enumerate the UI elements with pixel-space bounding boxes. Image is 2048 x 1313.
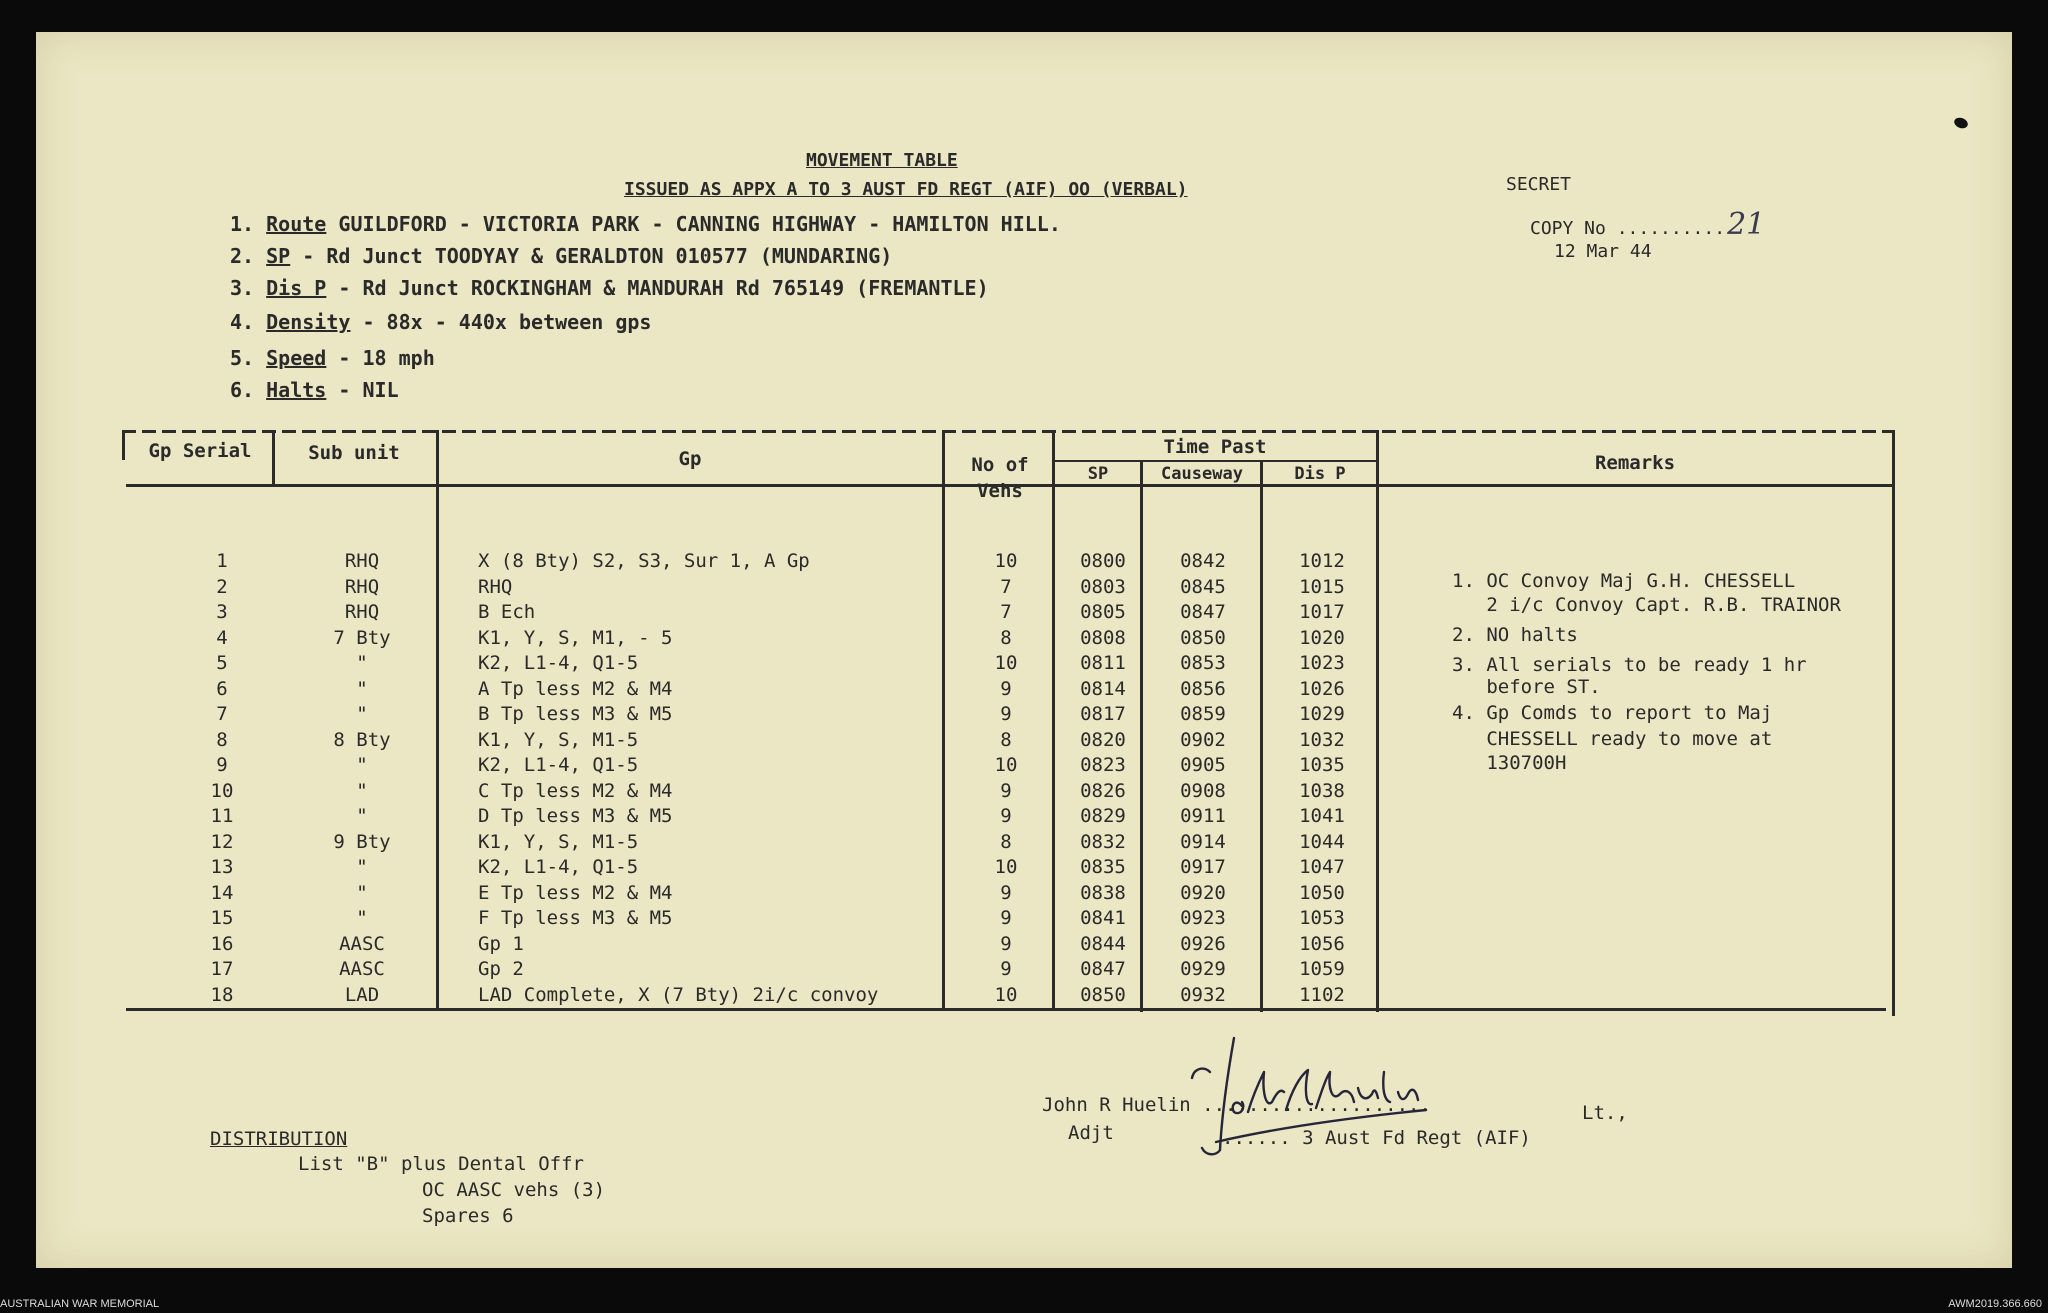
point-dis-p <box>230 276 989 300</box>
cell-sub-unit: AASC <box>339 958 385 980</box>
cell-time-sp: 0805 <box>1080 601 1126 623</box>
cell-sub-unit: RHQ <box>344 601 380 623</box>
signatory-appointment: Adjt <box>1068 1122 1114 1144</box>
cell-sub-unit: " <box>356 703 368 725</box>
cell-time-dis-p: 1102 <box>1299 983 1345 1006</box>
cell-gp: F Tp less M3 & M5 <box>478 907 673 929</box>
cell-time-sp: 0835 <box>1080 856 1126 878</box>
cell-time-causeway: 0905 <box>1180 754 1226 776</box>
cell-gp: K2, L1-4, Q1-5 <box>478 652 639 674</box>
cell-time-dis-p: 1047 <box>1299 856 1345 878</box>
point-sp <box>230 244 892 268</box>
cell-no-of-vehs: 9 <box>1000 805 1012 827</box>
cell-time-dis-p: 1026 <box>1299 677 1345 700</box>
point-number: 2. <box>230 244 255 268</box>
cell-time-causeway: 0902 <box>1180 728 1226 751</box>
cell-time-dis-p: 1023 <box>1299 652 1345 674</box>
col-divider <box>1260 460 1263 1012</box>
cell-no-of-vehs: 9 <box>1000 958 1012 980</box>
point-label: Halts <box>266 378 327 402</box>
col-divider <box>436 430 439 1008</box>
cell-time-sp: 0814 <box>1080 677 1126 700</box>
point-text: - Rd Junct ROCKINGHAM & MANDURAH Rd 765149 (FREMANTLE) <box>326 276 989 300</box>
cell-gp-serial: 1 <box>216 550 228 572</box>
point-halts <box>230 378 399 402</box>
cell-sub-unit: 8 Bty <box>333 728 391 751</box>
cell-time-causeway: 0847 <box>1180 601 1226 623</box>
point-text: - 18 mph <box>326 346 435 370</box>
cell-time-causeway: 0911 <box>1180 805 1226 827</box>
cell-gp-serial: 14 <box>210 881 234 904</box>
cell-gp-serial: 15 <box>210 907 234 929</box>
cell-time-sp: 0841 <box>1080 907 1126 929</box>
cell-time-causeway: 0920 <box>1180 881 1226 904</box>
cell-sub-unit: 9 Bty <box>333 830 391 853</box>
document-date: 12 Mar 44 <box>1554 241 1652 262</box>
cell-no-of-vehs: 7 <box>1000 601 1012 623</box>
cell-sub-unit: " <box>356 907 368 929</box>
table-top-rule <box>122 430 1894 433</box>
cell-sub-unit: LAD <box>344 983 380 1006</box>
remark-line: 2. NO halts <box>1452 624 1578 646</box>
copy-label: COPY No .......... <box>1530 218 1726 239</box>
cell-sub-unit: RHQ <box>344 550 380 572</box>
document-subtitle: ISSUED AS APPX A TO 3 AUST FD REGT (AIF) OO (VERBAL) <box>624 179 1188 200</box>
cell-gp: A Tp less M2 & M4 <box>478 677 673 700</box>
cell-sub-unit: " <box>356 754 368 776</box>
cell-time-causeway: 0932 <box>1180 983 1226 1006</box>
cell-time-causeway: 0856 <box>1180 677 1226 700</box>
cell-gp-serial: 10 <box>210 779 234 802</box>
movement-table <box>122 430 1894 1048</box>
point-route <box>230 212 1061 236</box>
cell-gp: K1, Y, S, M1-5 <box>478 830 639 853</box>
cell-time-sp: 0826 <box>1080 779 1126 802</box>
cell-time-causeway: 0850 <box>1180 626 1226 649</box>
cell-gp: Gp 1 <box>478 932 524 955</box>
cell-time-causeway: 0853 <box>1180 652 1226 674</box>
cell-gp-serial: 4 <box>216 626 228 649</box>
cell-gp-serial: 2 <box>216 575 228 598</box>
cell-time-sp: 0847 <box>1080 958 1126 980</box>
point-number: 1. <box>230 212 255 236</box>
cell-gp: E Tp less M2 & M4 <box>478 881 673 904</box>
point-text: - Rd Junct TOODYAY & GERALDTON 010577 (MUNDARING) <box>290 244 893 268</box>
remark-line: 2 i/c Convoy Capt. R.B. TRAINOR <box>1452 594 1841 616</box>
time-past-rule <box>1052 460 1376 462</box>
cell-gp: Gp 2 <box>478 958 524 980</box>
point-number: 4. <box>230 310 255 334</box>
cell-gp: RHQ <box>478 575 513 598</box>
cell-time-dis-p: 1041 <box>1299 805 1345 827</box>
cell-no-of-vehs: 10 <box>994 652 1018 674</box>
cell-time-dis-p: 1053 <box>1299 907 1345 929</box>
cell-time-dis-p: 1038 <box>1299 779 1345 802</box>
cell-gp-serial: 18 <box>210 983 234 1006</box>
cell-gp: K1, Y, S, M1, - 5 <box>478 626 673 649</box>
cell-no-of-vehs: 9 <box>1000 932 1012 955</box>
cell-time-causeway: 0908 <box>1180 779 1226 802</box>
cell-time-dis-p: 1044 <box>1299 830 1345 853</box>
cell-time-sp: 0811 <box>1080 652 1126 674</box>
point-label: Route <box>266 212 327 236</box>
header-dis-p: Dis P <box>1294 464 1346 484</box>
cell-time-dis-p: 1059 <box>1299 958 1345 980</box>
cell-gp: D Tp less M3 & M5 <box>478 805 673 827</box>
cell-sub-unit: " <box>356 856 368 878</box>
signatory-rank: Lt., <box>1582 1102 1628 1124</box>
cell-gp: K1, Y, S, M1-5 <box>478 728 639 751</box>
cell-time-dis-p: 1020 <box>1299 626 1345 649</box>
cell-time-sp: 0829 <box>1080 805 1126 827</box>
cell-no-of-vehs: 8 <box>1000 728 1012 751</box>
header-sub-unit: Sub unit <box>308 442 400 464</box>
cell-time-dis-p: 1056 <box>1299 932 1345 955</box>
cell-no-of-vehs: 9 <box>1000 907 1012 929</box>
cell-gp-serial: 3 <box>216 601 228 623</box>
copy-number-line <box>1530 207 1765 242</box>
header-sp: SP <box>1087 464 1109 484</box>
footer-institution: AUSTRALIAN WAR MEMORIAL <box>0 1298 160 1310</box>
cell-time-sp: 0803 <box>1080 575 1126 598</box>
cell-no-of-vehs: 10 <box>994 983 1018 1006</box>
cell-time-sp: 0808 <box>1080 626 1126 649</box>
cell-time-causeway: 0923 <box>1180 907 1226 929</box>
remark-line: 1. OC Convoy Maj G.H. CHESSELL <box>1452 570 1796 592</box>
cell-time-sp: 0817 <box>1080 703 1126 725</box>
header-no-of-vehs: No of Vehs <box>971 454 1029 502</box>
col-divider <box>942 430 945 1008</box>
cell-time-dis-p: 1035 <box>1299 754 1345 776</box>
cell-gp: LAD Complete, X (7 Bty) 2i/c convoy <box>478 983 879 1006</box>
distribution-item: List "B" plus Dental Offr <box>298 1153 584 1175</box>
cell-time-causeway: 0859 <box>1180 703 1226 725</box>
cell-no-of-vehs: 10 <box>994 856 1018 878</box>
cell-no-of-vehs: 9 <box>1000 779 1012 802</box>
cell-gp: K2, L1-4, Q1-5 <box>478 856 639 878</box>
cell-no-of-vehs: 9 <box>1000 881 1012 904</box>
cell-sub-unit: " <box>356 652 368 674</box>
cell-gp-serial: 11 <box>210 805 234 827</box>
distribution-heading: DISTRIBUTION <box>210 1128 348 1150</box>
cell-no-of-vehs: 9 <box>1000 677 1012 700</box>
col-divider <box>1052 430 1055 1010</box>
header-causeway: Causeway <box>1161 464 1243 484</box>
cell-gp-serial: 5 <box>216 652 228 674</box>
point-text: - NIL <box>326 378 399 402</box>
cell-no-of-vehs: 10 <box>994 550 1018 572</box>
cell-gp-serial: 17 <box>210 958 234 980</box>
table-bottom-rule <box>126 1008 1886 1011</box>
cell-gp-serial: 12 <box>210 830 234 853</box>
cell-time-dis-p: 1050 <box>1299 881 1345 904</box>
cell-time-sp: 0844 <box>1080 932 1126 955</box>
point-number: 3. <box>230 276 255 300</box>
cell-sub-unit: " <box>356 677 368 700</box>
cell-time-dis-p: 1012 <box>1299 550 1345 572</box>
cell-sub-unit: AASC <box>339 932 385 955</box>
point-number: 6. <box>230 378 255 402</box>
cell-gp-serial: 6 <box>216 677 228 700</box>
cell-sub-unit: 7 Bty <box>333 626 391 649</box>
cell-no-of-vehs: 10 <box>994 754 1018 776</box>
cell-time-dis-p: 1017 <box>1299 601 1345 623</box>
cell-time-sp: 0800 <box>1080 550 1126 572</box>
point-speed <box>230 346 435 370</box>
cell-gp: X (8 Bty) S2, S3, Sur 1, A Gp <box>478 550 810 572</box>
cell-no-of-vehs: 8 <box>1000 626 1012 649</box>
cell-time-sp: 0850 <box>1080 983 1126 1006</box>
cell-gp-serial: 9 <box>216 754 228 776</box>
cell-gp: B Tp less M3 & M5 <box>478 703 673 725</box>
cell-no-of-vehs: 8 <box>1000 830 1012 853</box>
remark-line: before ST. <box>1452 676 1601 698</box>
cell-sub-unit: RHQ <box>344 575 380 598</box>
cell-time-sp: 0823 <box>1080 754 1126 776</box>
cell-gp-serial: 7 <box>216 703 228 725</box>
footer-accession-number: AWM2019.366.660 <box>1948 1298 2042 1310</box>
document-page <box>36 32 2012 1268</box>
cell-time-dis-p: 1032 <box>1299 728 1345 751</box>
cell-time-causeway: 0914 <box>1180 830 1226 853</box>
cell-no-of-vehs: 9 <box>1000 703 1012 725</box>
col-divider <box>1376 430 1379 1012</box>
signatory-unit: ...... 3 Aust Fd Regt (AIF) <box>1222 1127 1531 1149</box>
cell-time-causeway: 0926 <box>1180 932 1226 955</box>
header-time-past: Time Past <box>1163 436 1267 458</box>
cell-no-of-vehs: 7 <box>1000 575 1012 598</box>
cell-sub-unit: " <box>356 881 368 904</box>
signatory-name-line: John R Huelin .................... <box>1042 1094 1431 1116</box>
cell-time-sp: 0838 <box>1080 881 1126 904</box>
cell-time-causeway: 0917 <box>1180 856 1226 878</box>
point-label: Speed <box>266 346 327 370</box>
remark-line: 4. Gp Comds to report to Maj <box>1452 702 1773 724</box>
col-divider <box>272 430 275 484</box>
cell-time-dis-p: 1029 <box>1299 703 1345 725</box>
point-density <box>230 310 651 334</box>
cell-gp: K2, L1-4, Q1-5 <box>478 754 639 776</box>
col-divider <box>1140 460 1143 1012</box>
cell-sub-unit: " <box>356 805 368 827</box>
point-text: GUILDFORD - VICTORIA PARK - CANNING HIGHWAY - HAMILTON HILL. <box>326 212 1061 236</box>
point-label: SP <box>266 244 291 268</box>
point-label: Dis P <box>266 276 327 300</box>
handwritten-signature <box>1176 1032 1536 1162</box>
cell-time-dis-p: 1015 <box>1299 575 1345 598</box>
ink-mark <box>1953 116 1970 130</box>
cell-gp: C Tp less M2 & M4 <box>478 779 673 802</box>
cell-gp-serial: 8 <box>216 728 228 751</box>
cell-sub-unit: " <box>356 779 368 802</box>
point-number: 5. <box>230 346 255 370</box>
point-text: - 88x - 440x between gps <box>350 310 652 334</box>
header-remarks: Remarks <box>1594 452 1676 474</box>
cell-time-causeway: 0842 <box>1180 550 1226 572</box>
security-classification: SECRET <box>1506 174 1572 195</box>
cell-time-causeway: 0929 <box>1180 958 1226 980</box>
remark-line: 3. All serials to be ready 1 hr <box>1452 654 1807 676</box>
distribution-item: OC AASC vehs (3) <box>422 1179 606 1201</box>
remark-line: CHESSELL ready to move at <box>1452 728 1773 750</box>
cell-time-sp: 0820 <box>1080 728 1126 751</box>
header-gp: Gp <box>678 448 702 470</box>
document-title: MOVEMENT TABLE <box>806 150 958 171</box>
copy-number-handwritten: 21 <box>1727 207 1766 242</box>
remark-line: 130700H <box>1452 752 1567 774</box>
point-label: Density <box>266 310 351 334</box>
cell-gp: B Ech <box>478 601 536 623</box>
cell-time-causeway: 0845 <box>1180 575 1226 598</box>
cell-time-sp: 0832 <box>1080 830 1126 853</box>
table-right-edge <box>1892 430 1895 1016</box>
cell-gp-serial: 16 <box>210 932 234 955</box>
distribution-item: Spares 6 <box>422 1205 514 1227</box>
table-left-edge <box>122 430 125 460</box>
cell-gp-serial: 13 <box>210 856 234 878</box>
header-gp-serial: Gp Serial <box>148 440 252 462</box>
